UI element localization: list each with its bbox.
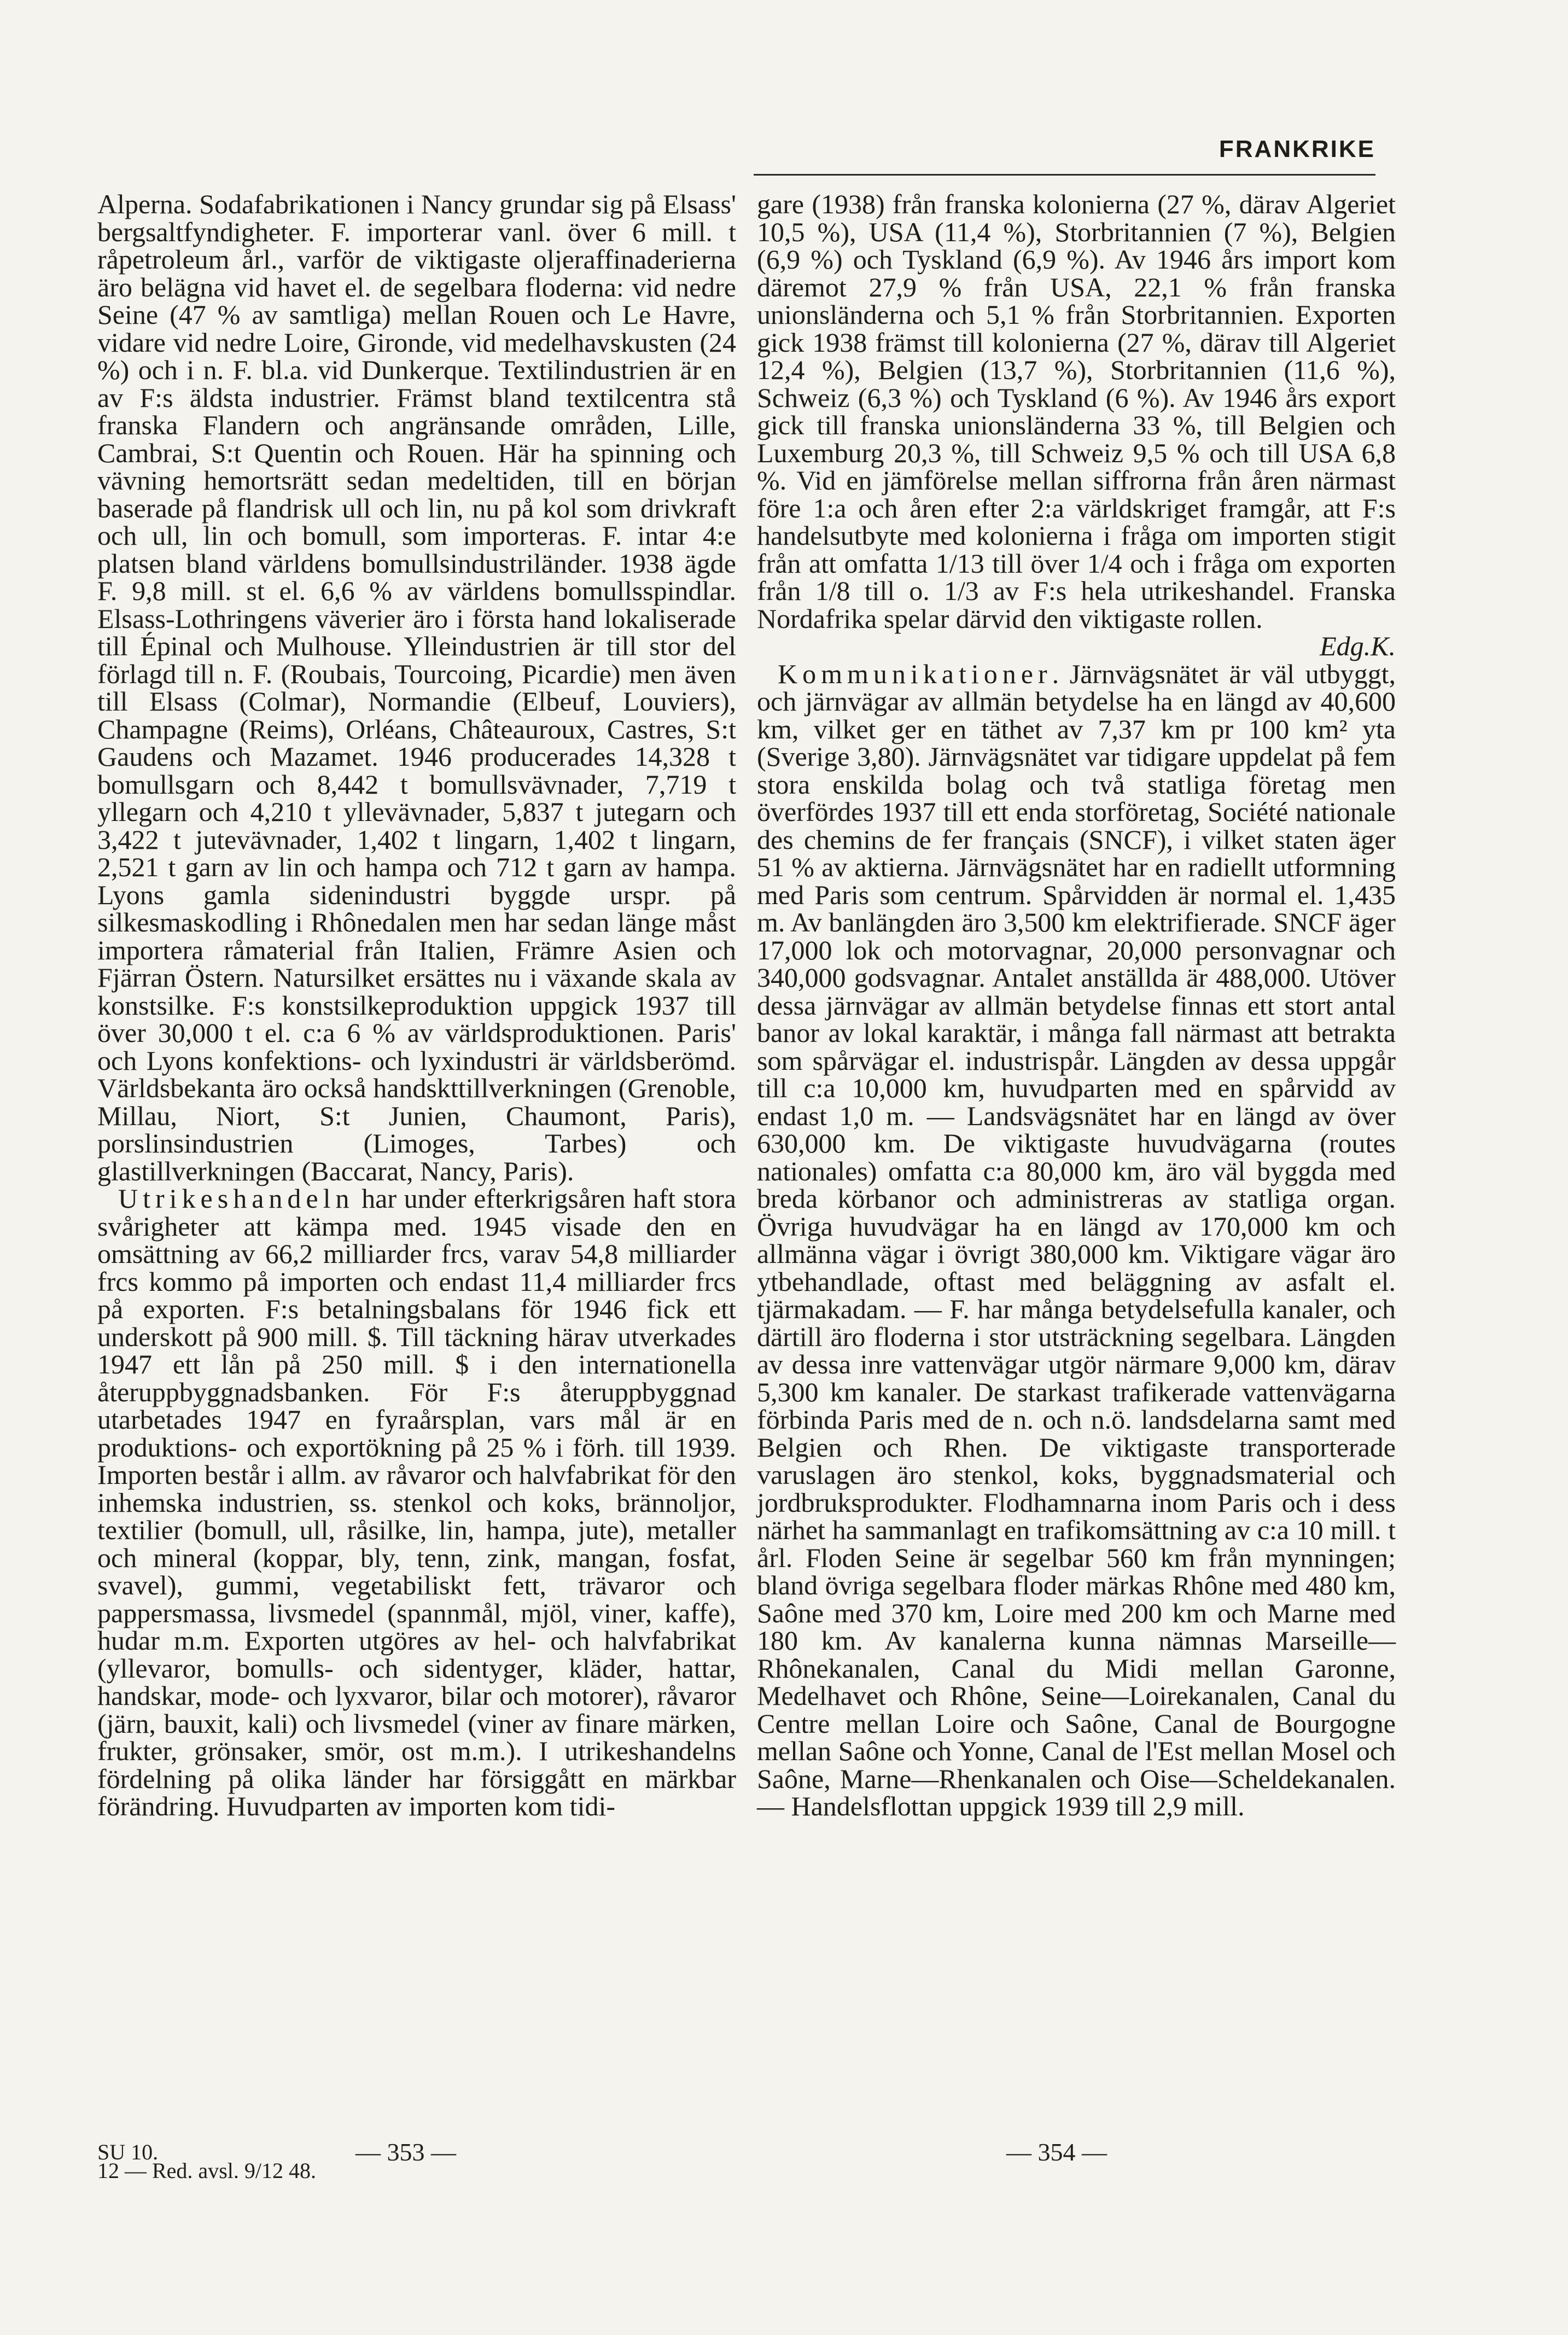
- paragraph: Alperna. Sodafabrikationen i Nancy grundar sig på Elsass' bergsaltfyndigheter. F. importerar vanl. över 6 mill. t råpetroleum årl., varför de viktigaste oljeraffinaderierna äro belägna vid havet el. de segelbara floderna: vid nedre Seine (47 % av samtliga) mellan Rouen och Le Havre, vidare vid nedre Loire, Gironde, vid medelhavskusten (24 %) och i n. F. bl.a. vid Dunkerque. Textilindustrien är en av F:s äldsta industrier. Främst bland textilcentra stå franska Flandern och angränsande områden, Lille, Cambrai, S:t Quentin och Rouen. Här ha spinning och vävning hemortsrätt sedan medeltiden, till en början baserade på flandrisk ull och lin, nu på kol som drivkraft och ull, lin och bomull, som importeras. F. intar 4:e platsen bland världens bomullsindustriländer. 1938 ägde F. 9,8 mill. st el. 6,6 % av världens bomullsspindlar. Elsass-Lothringens väverier äro i första hand lokaliserade till Épinal och Mulhouse. Ylleindustrien är till stor del förlagd till n. F. (Roubais, Tourcoing, Picardie) men även till Elsass (Colmar), Normandie (Elbeuf, Louviers), Champagne (Reims), Orléans, Châteauroux, Castres, S:t Gaudens och Mazamet. 1946 producerades 14,328 t bomullsgarn och 8,442 t bomullsvävnader, 7,719 t yllegarn och 4,210 t yllevävnader, 5,837 t jutegarn och 3,422 t jutevävnader, 1,402 t lingarn, 1,402 t lingarn, 2,521 t garn av lin och hampa och 712 t garn av hampa. Lyons gamla sidenindustri byggde urspr. på silkesmaskodling i Rhônedalen men har sedan länge måst importera råmaterial från Italien, Främre Asien och Fjärran Östern. Natursilket ersättes nu i växande skala av konstsilke. F:s konstsilkeproduktion uppgick 1937 till över 30,000 t el. c:a 6 % av världsproduktionen. Paris' och Lyons konfektions- och lyxindustri är världsberömd. Världsbekanta äro också handskttillverkningen (Grenoble, Millau, Niort, S:t Junien, Chaumont, Paris), porslinsindustrien (Limoges, Tarbes) och glastillverkningen (Baccarat, Nancy, Paris).: [97, 189, 736, 1186]
- page-number-right: — 354 —: [1006, 2138, 1107, 2166]
- right-column: [757, 190, 1396, 1820]
- section-lead: Utrikeshandeln: [118, 1183, 354, 1214]
- paragraph: Kommunikationer. Järnvägsnätet är väl utbyggt, och järnvägar av allmän betydelse ha en längd av 40,600 km, vilket ger en täthet av 7,37 km pr 100 km² yta (Sverige 3,80). Järnvägsnätet var tidigare uppdelat på fem stora enskilda bolag och två statliga företag men överfördes 1937 till ett enda storföretag, Société nationale des chemins de fer français (SNCF), i vilket staten äger 51 % av aktierna. Järnvägsnätet har en radiellt utformning med Paris som centrum. Spårvidden är normal el. 1,435 m. Av banlängden äro 3,500 km elektrifierade. SNCF äger 17,000 lok och motorvagnar, 20,000 personvagnar och 340,000 godsvagnar. Antalet anställda är 488,000. Utöver dessa järnvägar av allmän betydelse finnas ett stort antal banor av lokal karaktär, i många fall närmast att betrakta som spårvägar el. industrispår. Längden av dessa uppgår till c:a 10,000 km, huvudparten med en spårvidd av endast 1,0 m. — Landsvägsnätet har en längd av över 630,000 km. De viktigaste huvudvägarna (routes nationales) omfatta c:a 80,000 km, äro väl byggda med breda körbanor och administreras av statliga organ. Övriga huvudvägar ha en längd av 170,000 km och allmänna vägar i övrigt 380,000 km. Viktigare vägar äro ytbehandlade, oftast med beläggning av asfalt el. tjärmakadam. — F. har många betydelsefulla kanaler, och därtill äro floderna i stor utsträckning segelbara. Längden av dessa inre vattenvägar utgör närmare 9,000 km, därav 5,300 km kanaler. De starkast trafikerade vattenvägarna förbinda Paris med de n. och n.ö. landsdelarna samt med Belgien och Rhen. De viktigaste transporterade varuslagen äro stenkol, koks, byggnadsmaterial och jordbruksprodukter. Flodhamnarna inom Paris och i dess närhet ha sammanlagt en trafikomsättning av c:a 10 mill. t årl. Floden Seine är segelbar 560 km från mynningen; bland övriga segelbara floder märkas Rhône med 480 km, Saône med 370 km, Loire med 200 km och Marne med 180 km. Av kanalerna kunna nämnas Marseille—Rhônekanalen, Canal du Midi mellan Garonne, Medelhavet och Rhône, Seine—Loirekanalen, Canal du Centre mellan Loire och Saône, Canal de Bourgogne mellan Saône och Yonne, Canal de l'Est mellan Mosel och Saône, Marne—Rhenkanalen och Oise—Scheldekanalen. — Handelsflottan uppgick 1939 till 2,9 mill.: [757, 658, 1396, 1821]
- left-column: [97, 190, 736, 1820]
- author-signature: Edg.K.: [1320, 631, 1396, 661]
- running-header: FRANKRIKE: [1219, 136, 1375, 162]
- printer-code: SU 10. 12 — Red. avsl. 9/12 48.: [97, 2140, 316, 2183]
- paragraph: Utrikeshandeln har under efterkrigsåren haft stora svårigheter att kämpa med. 1945 visade den en omsättning av 66,2 milliarder frcs, varav 54,8 milliarder frcs kommo på importen och endast 11,4 milliarder frcs på exporten. F:s betalningsbalans för 1946 fick ett underskott på 900 mill. $. Till täckning härav utverkades 1947 ett lån på 250 mill. $ i den internationella återuppbyggnadsbanken. För F:s återuppbyggnad utarbetades 1947 en fyraårsplan, vars mål är en produktions- och exportökning på 25 % i förh. till 1939. Importen består i allm. av råvaror och halvfabrikat för den inhemska industrien, ss. stenkol och koks, brännoljor, textilier (bomull, ull, råsilke, lin, hampa, jute), metaller och mineral (koppar, bly, tenn, zink, mangan, fosfat, svavel), gummi, vegetabiliskt fett, trävaror och pappersmassa, livsmedel (spannmål, mjöl, viner, kaffe), hudar m.m. Exporten utgöres av hel- och halvfabrikat (yllevaror, bomulls- och sidentyger, kläder, hattar, handskar, mode- och lyxvaror, bilar och motorer), råvaror (järn, bauxit, kali) och livsmedel (viner av finare märken, frukter, grönsaker, smör, ost m.m.). I utrikeshandelns fördelning på olika länder har försiggått en märkbar förändring. Huvudparten av importen kom tidi-: [97, 1183, 736, 1821]
- paragraph: gare (1938) från franska kolonierna (27 %, därav Algeriet 10,5 %), USA (11,4 %), Storbritannien (7 %), Belgien (6,9 %) och Tyskland (6,9 %). Av 1946 års import kom däremot 27,9 % från USA, 22,1 % från franska unionsländerna och 5,1 % från Storbritannien. Exporten gick 1938 främst till kolonierna (27 %, därav till Algeriet 12,4 %), Belgien (13,7 %), Storbritannien (11,6 %), Schweiz (6,3 %) och Tyskland (6 %). Av 1946 års export gick till franska unionsländerna 33 %, till Belgien och Luxemburg 20,3 %, till Schweiz 9,5 % och till USA 6,8 %. Vid en jämförelse mellan siffrorna från åren närmast före 1:a och åren efter 2:a världskriget framgår, att F:s handelsutbyte med kolonierna i fråga om importen stigit från att omfatta 1/13 till över 1/4 och i fråga om exporten från 1/8 till o. 1/3 av F:s hela utrikeshandel. Franska Nordafrika spelar därvid den viktigaste rollen. Edg.K.: [757, 189, 1396, 661]
- header-rule: [754, 174, 1375, 176]
- page-number-left: — 353 —: [355, 2138, 456, 2166]
- section-lead: Kommunikationer: [778, 658, 1052, 689]
